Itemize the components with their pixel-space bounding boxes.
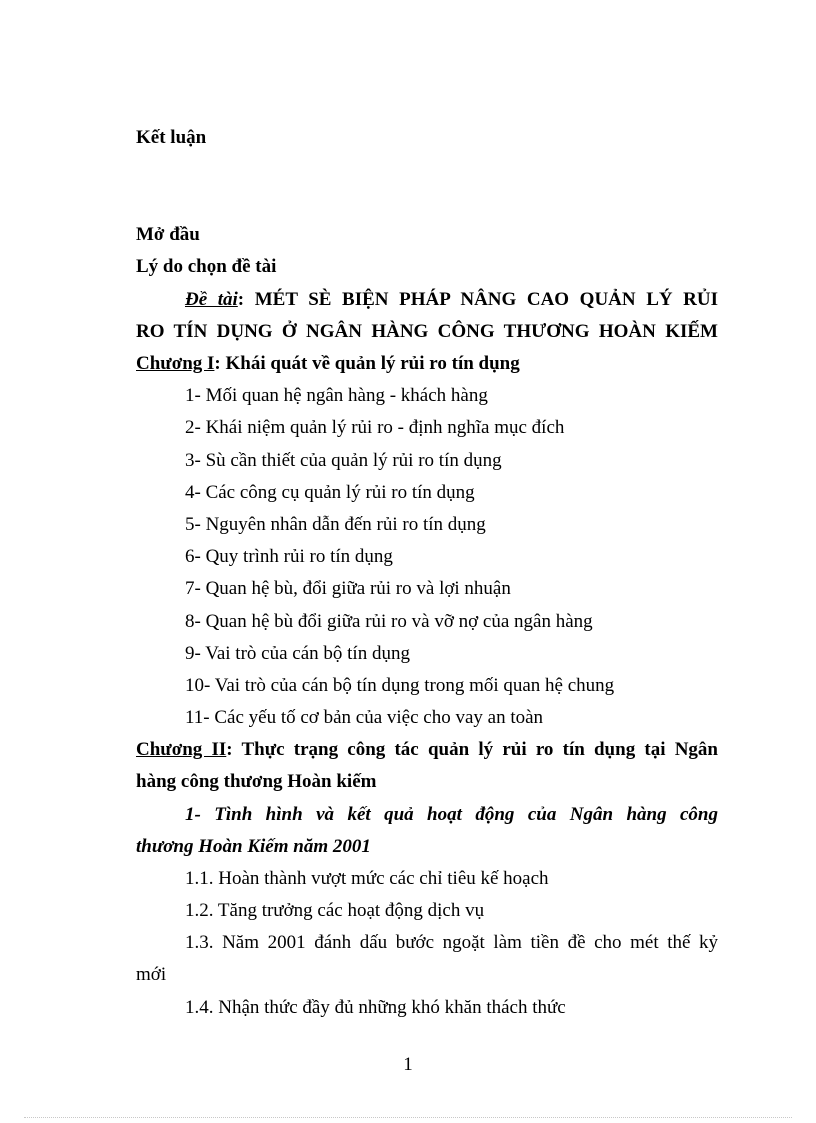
chapter-2-item: 1.2. Tăng trưởng các hoạt động dịch vụ [185, 900, 485, 921]
chapter-1-heading [136, 352, 520, 376]
chapter-1-title: : Khái quát về quản lý rủi ro tín dụng [214, 353, 520, 374]
chapter-1-item: 6- Quy trình rủi ro tín dụng [185, 546, 393, 567]
chapter-1-item: 1- Mối quan hệ ngân hàng - khách hàng [185, 385, 488, 406]
topic-colon: : [237, 289, 245, 310]
chapter-1-item: 5- Nguyên nhân dẫn đến rủi ro tín dụng [185, 514, 486, 535]
chapter-2-item-continuation: mới [136, 964, 167, 985]
chapter-2-title-line-1: : Thực trạng công tác quản lý rủi ro tín dụng tại Ngân [226, 739, 718, 760]
chapter-2-heading-line-1 [136, 738, 718, 762]
chapter-2-section-1-line-1: 1- Tình hình và kết quả hoạt động của Ngân hàng công [185, 804, 718, 825]
intro-heading: Mở đầu [136, 224, 200, 245]
chapter-2-label: Chương II [136, 739, 227, 760]
chapter-1-item: 9- Vai trò của cán bộ tín dụng [185, 643, 410, 664]
topic-label: Đề tài [185, 289, 238, 310]
topic-title-line-2: RO TÍN DỤNG Ở NGÂN HÀNG CÔNG THƯƠNG HOÀN KIẾM [136, 321, 718, 342]
chapter-1-item: 4- Các công cụ quản lý rủi ro tín dụng [185, 482, 475, 503]
chapter-2-item: 1.4. Nhận thức đầy đủ những khó khăn thách thức [185, 997, 566, 1018]
chapter-2-item: 1.1. Hoàn thành vượt mức các chỉ tiêu kế hoạch [185, 868, 549, 889]
chapter-1-item: 7- Quan hệ bù, đổi giữa rủi ro và lợi nhuận [185, 578, 511, 599]
page-number: 1 [403, 1054, 413, 1075]
chapter-2-title-line-2: hàng công thương Hoàn kiếm [136, 771, 377, 792]
page-bottom-rule [24, 1117, 792, 1118]
conclusion-heading: Kết luận [136, 127, 207, 148]
reason-heading: Lý do chọn đề tài [136, 256, 277, 277]
chapter-1-label: Chương I [136, 353, 215, 374]
chapter-1-item: 8- Quan hệ bù đổi giữa rủi ro và vỡ nợ của ngân hàng [185, 611, 593, 632]
chapter-2-section-1-line-2: thương Hoàn Kiếm năm 2001 [136, 836, 371, 857]
chapter-1-item: 2- Khái niệm quản lý rủi ro - định nghĩa mục đích [185, 417, 565, 438]
chapter-1-item: 10- Vai trò của cán bộ tín dụng trong mối quan hệ chung [185, 675, 615, 696]
topic-line-1 [185, 288, 718, 312]
topic-title-line-1: MÉT SÈ BIỆN PHÁP NÂNG CAO QUẢN LÝ RỦI [254, 289, 719, 310]
chapter-2-item: 1.3. Năm 2001 đánh dấu bước ngoặt làm tiền đề cho mét thế kỷ [185, 932, 718, 953]
chapter-1-item: 11- Các yếu tố cơ bản của việc cho vay an toàn [185, 707, 544, 728]
chapter-1-item: 3- Sù cần thiết của quản lý rủi ro tín dụng [185, 450, 502, 471]
